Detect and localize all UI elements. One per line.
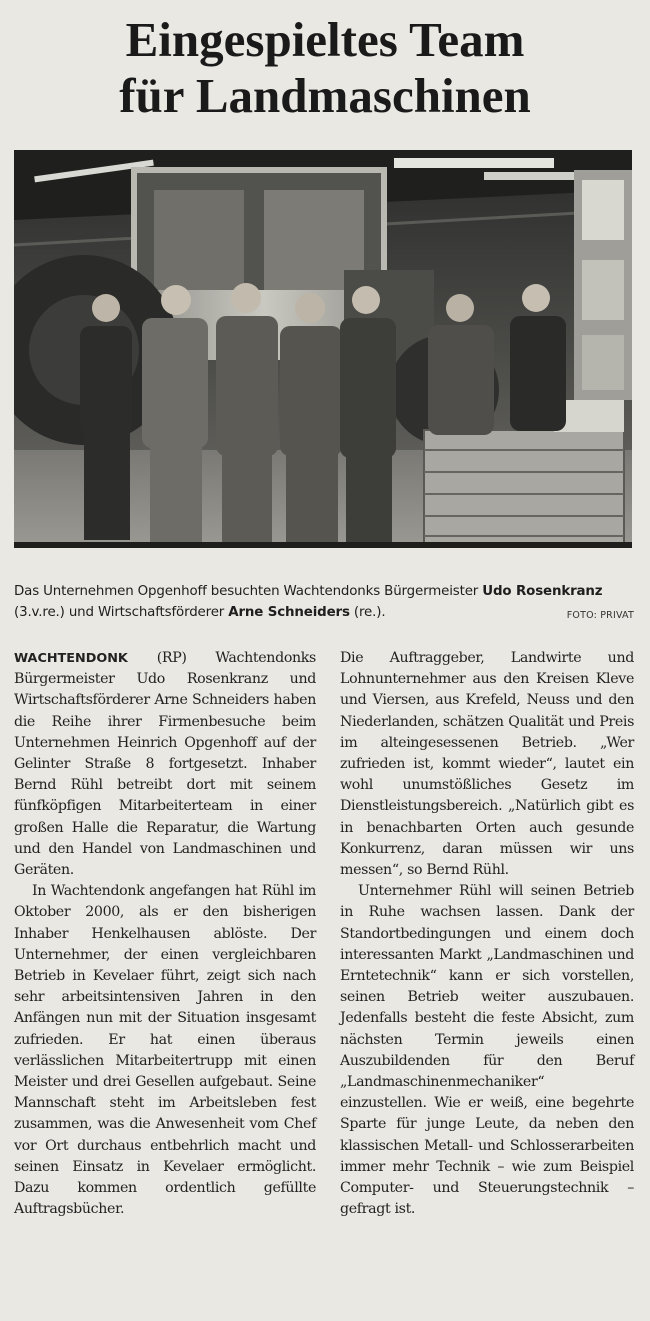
caption-text-after: (re.). (349, 605, 386, 620)
article-paragraph: Unternehmer Rühl will seinen Betrieb in Ruhe wachsen lassen. Dank der Standortbedingungen und einem doch interessanten Markt „Landmaschinen und Erntetechnik“ kann er sich vorstellen, seinen Betrieb weiter auszubauen. Jedenfalls besteht die feste Absicht, zum nächsten Termin jeweils einen Auszubildenden für den Beruf „Landmaschinenmechaniker“ einzustellen. Wie er weiß, eine begehrte Sparte für junge Leute, da neben den klassischen Metall- und Schlosserarbeiten immer mehr Technik – wie zum Beispiel Computer- und Steuerungstechnik – gefragt ist. (340, 883, 634, 1218)
article-paragraph-text: (RP) Wachtendonks Bürgermeister Udo Rosenkranz und Wirtschaftsförderer Arne Schneiders haben die Reihe ihrer Firmenbesuche beim Unternehmen Heinrich Opgenhoff auf der Gelinter Straße 8 fortgesetzt. Inhaber Bernd Rühl betreibt dort mit seinem fünfköpfigen Mitarbeiterteam in einer großen Halle die Reparatur, die Wartung und den Handel von Landmaschinen und Geräten. (14, 650, 316, 879)
article-column-left (14, 648, 316, 1220)
caption-text-before: Das Unternehmen Opgenhoff besuchten Wachtendonks Bürgermeister (14, 584, 483, 599)
photo-credit: FOTO: PRIVAT (566, 610, 634, 621)
headline (0, 12, 650, 124)
article-paragraph: Die Auftraggeber, Landwirte und Lohnunternehmer aus den Kreisen Kleve und Viersen, aus Krefeld, Neuss und den Niederlanden, schätzen Qualität und Preis im alteingesessenen Betrieb. „Wer zufrieden ist, kommt wieder“, lautet ein wohl unumstößliches Gesetz im Dienstleistungsbereich. „Natürlich gibt es in benachbarten Orten auch gesunde Konkurrenz, daran müssen wir uns messen“, so Bernd Rühl. (340, 650, 634, 879)
headline-line-1: Eingespieltes Team (125, 12, 525, 67)
dateline: WACHTENDONK (14, 651, 128, 666)
headline-line-2: für Landmaschinen (119, 68, 531, 123)
article-photo (14, 150, 632, 548)
caption-name-mayor: Udo Rosenkranz (482, 584, 603, 599)
article-paragraph: In Wachtendonk angefangen hat Rühl im Oktober 2000, als er den bisherigen Inhaber Henkelhausen ablöste. Der Unternehmer, der einen vergleichbaren Betrieb in Kevelaer führt, zeigt sich nach sehr arbeitsintensiven Jahren in den Anfängen nun mit der Situation insgesamt zufrieden. Er hat einen überaus verlässlichen Mitarbeitertrupp mit einen Meister und drei Gesellen aufgebaut. Seine Mannschaft steht im Arbeitsleben fest zusammen, was die Anwesenheit vom Chef vor Ort durchaus entbehrlich macht und seinen Einsatz in Kevelaer ermöglicht. Dazu kommen ordentlich gefüllte Auftragsbücher. (14, 883, 316, 1218)
photo-caption (14, 581, 636, 623)
caption-text-middle: (3.v.re.) und Wirtschaftsförderer (14, 605, 229, 620)
article-paragraph (14, 648, 316, 881)
article-column-right (340, 648, 634, 1220)
caption-name-economic-developer: Arne Schneiders (228, 605, 350, 620)
